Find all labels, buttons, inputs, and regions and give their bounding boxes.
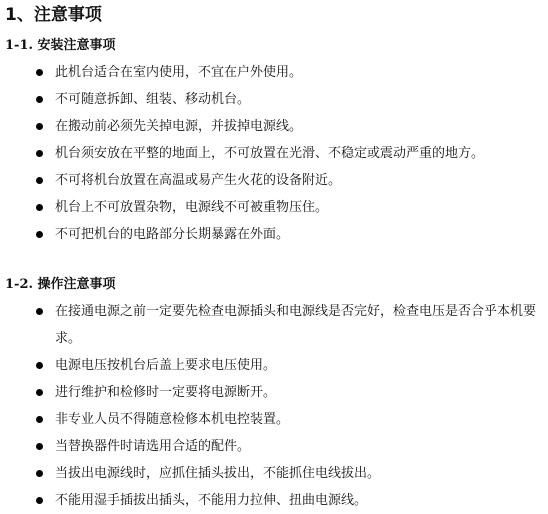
bullet-icon [36, 470, 43, 477]
main-title: 1、注意事项 [5, 5, 102, 25]
section-title-operation: 1-2. 操作注意事项 [5, 277, 116, 292]
bullet-icon [36, 96, 43, 103]
bullet-icon [36, 123, 43, 130]
bullet-icon [36, 362, 43, 369]
bullet-icon [36, 204, 43, 211]
list-item [36, 406, 546, 433]
list-item-text: 不可将机台放置在高温或易产生火花的设备附近。 [55, 173, 342, 188]
section-title-installation: 1-1. 安装注意事项 [5, 38, 116, 53]
list-item-text: 当替换器件时请选用合适的配件。 [55, 439, 251, 454]
list-item [36, 298, 546, 352]
list-item-text: 当拔出电源线时，应抓住插头拔出，不能抓住电线拔出。 [55, 466, 381, 481]
bullet-icon [36, 177, 43, 184]
list-item [36, 194, 546, 221]
list-item [36, 86, 546, 113]
list-item [36, 167, 546, 194]
list-item [36, 352, 546, 379]
bullet-icon [36, 69, 43, 76]
list-item [36, 433, 546, 460]
list-item-text: 机台上不可放置杂物，电源线不可被重物压住。 [55, 200, 329, 215]
list-item-text: 电源电压按机台后盖上要求电压使用。 [55, 358, 277, 373]
bullet-icon [36, 416, 43, 423]
operation-notes-list [36, 298, 546, 514]
list-item-text: 不能用湿手插拔出插头，不能用力拉伸、扭曲电源线。 [55, 493, 368, 508]
list-item-text: 在搬动前必须先关掉电源，并拔掉电源线。 [55, 119, 303, 134]
bullet-icon [36, 389, 43, 396]
list-item-text: 此机台适合在室内使用，不宜在户外使用。 [55, 65, 303, 80]
list-item [36, 140, 546, 167]
installation-notes-list [36, 59, 546, 248]
list-item-text: 不可随意拆卸、组装、移动机台。 [55, 92, 251, 107]
list-item-text: 机台须安放在平整的地面上，不可放置在光滑、不稳定或震动严重的地方。 [55, 146, 485, 161]
list-item [36, 379, 546, 406]
bullet-icon [36, 150, 43, 157]
list-item [36, 487, 546, 514]
list-item-text: 不可把机台的电路部分长期暴露在外面。 [55, 227, 290, 242]
list-item [36, 221, 546, 248]
list-item-text: 进行维护和检修时一定要将电源断开。 [55, 385, 277, 400]
bullet-icon [36, 443, 43, 450]
bullet-icon [36, 308, 43, 315]
bullet-icon [36, 231, 43, 238]
list-item-text: 非专业人员不得随意检修本机电控装置。 [55, 412, 290, 427]
bullet-icon [36, 497, 43, 504]
list-item [36, 460, 546, 487]
list-item [36, 59, 546, 86]
list-item [36, 113, 546, 140]
list-item-text: 在接通电源之前一定要先检查电源插头和电源线是否完好，检查电压是否合乎本机要求。 [55, 304, 537, 346]
